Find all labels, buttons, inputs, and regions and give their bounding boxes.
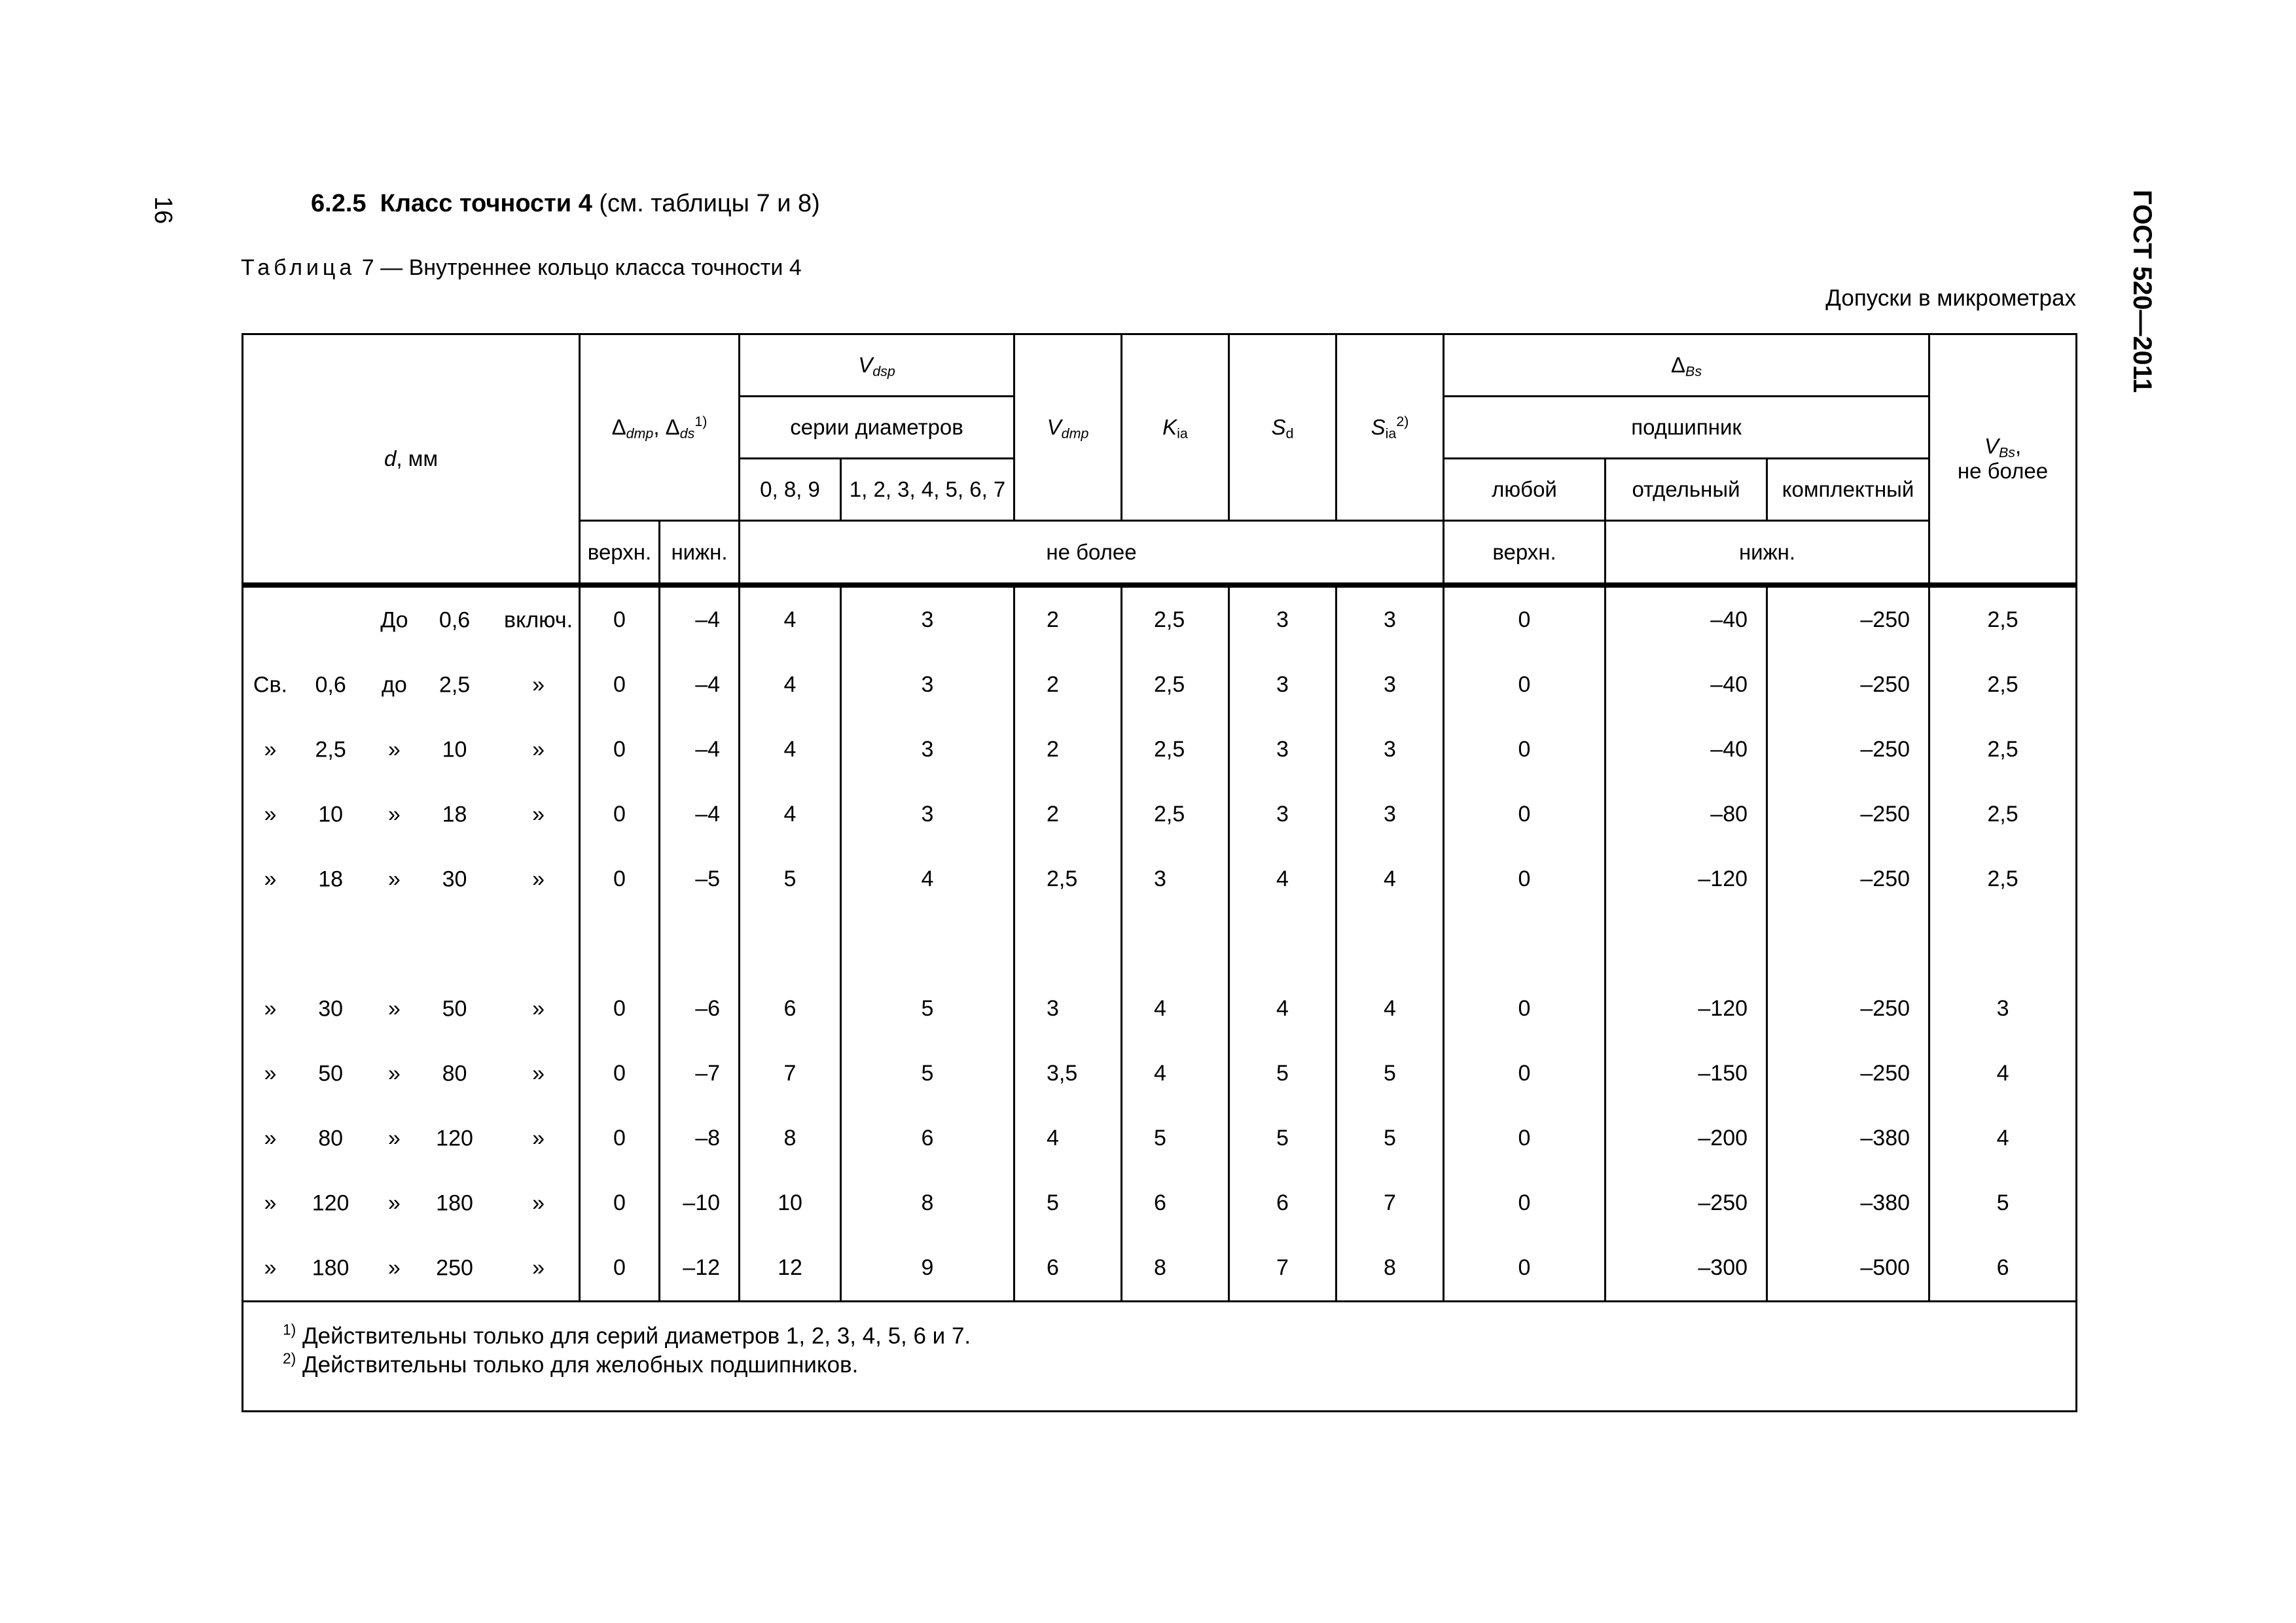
d-range: [243, 652, 580, 717]
d-suffix: »: [532, 866, 545, 891]
sd-value: 4: [1229, 976, 1336, 1041]
delta-bs-upper: 0: [1444, 976, 1605, 1041]
d-d-from: 120: [312, 1190, 350, 1215]
delta-lower: –12: [660, 1236, 740, 1302]
delta-upper: 0: [580, 782, 660, 847]
delta-lower: –4: [660, 585, 740, 652]
vbs-value: 5: [1929, 1171, 2077, 1236]
vbs-value: 6: [1929, 1236, 2077, 1302]
sia-value: 5: [1336, 1106, 1444, 1171]
vdmp-value: 2: [1014, 782, 1122, 847]
d-d-to-prefix: »: [387, 1126, 401, 1150]
delta-bs-upper: 0: [1444, 1041, 1605, 1106]
d-d-to-prefix: »: [387, 996, 401, 1021]
d-d-to: 120: [436, 1126, 473, 1150]
sd-value: 3: [1229, 717, 1336, 782]
spacer-row: [243, 912, 2077, 976]
d-d-to: 0,6: [439, 607, 471, 632]
header-separate: отдельный: [1605, 459, 1767, 521]
sia-value: 4: [1336, 847, 1444, 912]
d-range: [243, 1106, 580, 1171]
vdsp-series-a: 4: [740, 782, 841, 847]
delta-bs-complete: –250: [1767, 1041, 1929, 1106]
sd-value: 3: [1229, 782, 1336, 847]
d-d-to-prefix: »: [387, 737, 401, 762]
delta-bs-complete: –250: [1767, 847, 1929, 912]
sia-value: 7: [1336, 1171, 1444, 1236]
vdsp-series-a: 4: [740, 652, 841, 717]
delta-upper: 0: [580, 1106, 660, 1171]
kia-value: 2,5: [1122, 585, 1229, 652]
table-row: [243, 1041, 2077, 1106]
table-row: [243, 1106, 2077, 1171]
d-d-from: 180: [312, 1255, 350, 1280]
sia-value: 3: [1336, 585, 1444, 652]
document-code: ГОСТ 520—2011: [2128, 190, 2157, 393]
vdsp-series-a: 12: [740, 1236, 841, 1302]
kia-value: 3: [1122, 847, 1229, 912]
vbs-value: 4: [1929, 1106, 2077, 1171]
delta-upper: 0: [580, 585, 660, 652]
d-suffix: »: [532, 672, 545, 697]
delta-upper: 0: [580, 976, 660, 1041]
vbs-value: 2,5: [1929, 652, 2077, 717]
d-d-to: 180: [436, 1190, 473, 1215]
delta-lower: –5: [660, 847, 740, 912]
delta-bs-complete: –380: [1767, 1171, 1929, 1236]
table-caption-text: — Внутреннее кольцо класса точности 4: [380, 255, 802, 280]
delta-upper: 0: [580, 1041, 660, 1106]
sd-value: 7: [1229, 1236, 1336, 1302]
delta-bs-separate: –250: [1605, 1171, 1767, 1236]
header-upper-2: верхн.: [1444, 521, 1605, 586]
sia-value: 5: [1336, 1041, 1444, 1106]
delta-bs-separate: –120: [1605, 976, 1767, 1041]
header-sd: $S_d$: [1229, 334, 1336, 521]
delta-lower: –8: [660, 1106, 740, 1171]
d-suffix: »: [532, 802, 545, 827]
delta-upper: 0: [580, 652, 660, 717]
delta-bs-separate: –40: [1605, 585, 1767, 652]
d-d-to: 80: [442, 1061, 467, 1086]
footnotes: [243, 1302, 2077, 1412]
vdmp-value: 2: [1014, 652, 1122, 717]
vdsp-series-a: 8: [740, 1106, 841, 1171]
delta-bs-separate: –150: [1605, 1041, 1767, 1106]
d-range: [243, 1236, 580, 1302]
d-d-to-prefix: »: [387, 802, 401, 827]
sd-value: 3: [1229, 652, 1336, 717]
tolerance-note: Допуски в микрометрах: [1825, 285, 2076, 311]
d-d-to: 10: [442, 737, 467, 762]
d-d-from: 30: [318, 996, 344, 1021]
d-suffix: »: [532, 1126, 545, 1150]
d-d-to: 2,5: [439, 672, 471, 697]
sd-value: 3: [1229, 585, 1336, 652]
header-vdsp: $V_{dsp}$: [740, 334, 1014, 397]
d-d-from-prefix: »: [264, 996, 277, 1021]
d-d-from-prefix: »: [264, 1126, 277, 1150]
header-upper: верхн.: [580, 521, 660, 586]
d-d-to-prefix: »: [387, 1061, 401, 1086]
d-d-from-prefix: »: [264, 1255, 277, 1280]
vdsp-series-b: 5: [841, 976, 1014, 1041]
sia-value: 4: [1336, 976, 1444, 1041]
delta-bs-separate: –120: [1605, 847, 1767, 912]
d-d-to: 30: [442, 866, 467, 891]
header-bearing: подшипник: [1444, 397, 1929, 459]
d-range: [243, 585, 580, 652]
vdmp-value: 2: [1014, 717, 1122, 782]
header-delta-dmp: $\Delta_{dmp}$, $\Delta_{ds}^{1)}$: [580, 334, 740, 521]
table-row: [243, 585, 2077, 652]
delta-bs-upper: 0: [1444, 652, 1605, 717]
kia-value: 4: [1122, 1041, 1229, 1106]
sd-value: 5: [1229, 1106, 1336, 1171]
footnote-2: $^{2)}$ Действительны только для желобных подшипников.: [283, 1349, 859, 1378]
tolerance-table: [242, 333, 2077, 1412]
delta-upper: 0: [580, 847, 660, 912]
header-lower: нижн.: [660, 521, 740, 586]
vbs-value: 2,5: [1929, 717, 2077, 782]
sia-value: 3: [1336, 652, 1444, 717]
d-suffix: »: [532, 996, 545, 1021]
kia-value: 5: [1122, 1106, 1229, 1171]
vdsp-series-b: 3: [841, 652, 1014, 717]
d-d-from: 0,6: [315, 672, 346, 697]
kia-value: 6: [1122, 1171, 1229, 1236]
vbs-value: 2,5: [1929, 847, 2077, 912]
vdsp-series-b: 9: [841, 1236, 1014, 1302]
table-caption: [241, 255, 802, 281]
delta-bs-separate: –80: [1605, 782, 1767, 847]
delta-upper: 0: [580, 1171, 660, 1236]
d-suffix: включ.: [504, 607, 573, 632]
d-suffix: »: [532, 1190, 545, 1215]
sd-value: 5: [1229, 1041, 1336, 1106]
delta-upper: 0: [580, 717, 660, 782]
d-d-from-prefix: »: [264, 1061, 277, 1086]
d-d-from-prefix: Св.: [253, 672, 287, 697]
table-body: [243, 585, 2077, 1302]
d-range: [243, 717, 580, 782]
d-suffix: »: [532, 737, 545, 762]
delta-lower: –6: [660, 976, 740, 1041]
header-any: любой: [1444, 459, 1605, 521]
header-series-b: 1, 2, 3, 4, 5, 6, 7: [841, 459, 1014, 521]
d-d-from: 18: [318, 866, 344, 891]
section-title-bold: Класс точности 4: [380, 190, 592, 217]
kia-value: 2,5: [1122, 652, 1229, 717]
d-range: [243, 1041, 580, 1106]
d-d-to-prefix: »: [387, 1190, 401, 1215]
vdmp-value: 2: [1014, 585, 1122, 652]
d-d-to-prefix: »: [387, 866, 401, 891]
delta-lower: –10: [660, 1171, 740, 1236]
vdsp-series-b: 3: [841, 782, 1014, 847]
delta-upper: 0: [580, 1236, 660, 1302]
d-d-from-prefix: »: [264, 866, 277, 891]
d-range: [243, 847, 580, 912]
delta-bs-upper: 0: [1444, 1236, 1605, 1302]
section-number: 6.2.5: [311, 190, 367, 217]
table-row: [243, 1171, 2077, 1236]
vdsp-series-b: 3: [841, 585, 1014, 652]
delta-bs-complete: –250: [1767, 585, 1929, 652]
delta-bs-separate: –40: [1605, 717, 1767, 782]
vdsp-series-a: 7: [740, 1041, 841, 1106]
vdsp-series-b: 8: [841, 1171, 1014, 1236]
d-suffix: »: [532, 1061, 545, 1086]
vdsp-series-a: 4: [740, 585, 841, 652]
table-row: [243, 1236, 2077, 1302]
delta-bs-upper: 0: [1444, 717, 1605, 782]
table-row: [243, 717, 2077, 782]
d-d-from-prefix: »: [264, 1190, 277, 1215]
table-row: [243, 652, 2077, 717]
delta-bs-upper: 0: [1444, 1171, 1605, 1236]
header-diameter-series: серии диаметров: [740, 397, 1014, 459]
d-d-from-prefix: »: [264, 737, 277, 762]
vdsp-series-b: 5: [841, 1041, 1014, 1106]
d-range: [243, 1171, 580, 1236]
delta-bs-separate: –300: [1605, 1236, 1767, 1302]
vbs-value: 4: [1929, 1041, 2077, 1106]
table-row: [243, 976, 2077, 1041]
delta-bs-complete: –250: [1767, 976, 1929, 1041]
kia-value: 4: [1122, 976, 1229, 1041]
delta-bs-upper: 0: [1444, 847, 1605, 912]
delta-bs-separate: –200: [1605, 1106, 1767, 1171]
d-d-to: 250: [436, 1255, 473, 1280]
delta-lower: –4: [660, 652, 740, 717]
page-number: 16: [149, 196, 177, 224]
vbs-value: 2,5: [1929, 585, 2077, 652]
d-d-to: 18: [442, 802, 467, 827]
section-heading: [311, 190, 820, 218]
d-d-from-prefix: »: [264, 802, 277, 827]
sia-value: 8: [1336, 1236, 1444, 1302]
vdmp-value: 5: [1014, 1171, 1122, 1236]
vdsp-series-b: 6: [841, 1106, 1014, 1171]
vbs-value: 3: [1929, 976, 2077, 1041]
d-d-to-prefix: До: [380, 607, 408, 632]
d-range: [243, 782, 580, 847]
sia-value: 3: [1336, 782, 1444, 847]
sd-value: 4: [1229, 847, 1336, 912]
delta-bs-upper: 0: [1444, 1106, 1605, 1171]
kia-value: 2,5: [1122, 782, 1229, 847]
vdsp-series-a: 5: [740, 847, 841, 912]
header-sia: $S_{ia}^{2)}$: [1336, 334, 1444, 521]
delta-bs-complete: –500: [1767, 1236, 1929, 1302]
table-footer: [243, 1302, 2077, 1412]
d-d-to-prefix: до: [382, 672, 407, 697]
d-range: [243, 976, 580, 1041]
header-delta-bs: $\Delta_{Bs}$: [1444, 334, 1929, 397]
vdmp-value: 4: [1014, 1106, 1122, 1171]
vdsp-series-a: 4: [740, 717, 841, 782]
d-suffix: »: [532, 1255, 545, 1280]
delta-lower: –4: [660, 717, 740, 782]
delta-bs-upper: 0: [1444, 782, 1605, 847]
vdmp-value: 2,5: [1014, 847, 1122, 912]
sia-value: 3: [1336, 717, 1444, 782]
delta-bs-separate: –40: [1605, 652, 1767, 717]
header-lower-2: нижн.: [1605, 521, 1929, 586]
d-d-from: 80: [318, 1126, 344, 1150]
table-caption-label: Таблица: [241, 255, 356, 280]
d-d-to-prefix: »: [387, 1255, 401, 1280]
d-d-from: 2,5: [315, 737, 346, 762]
delta-bs-complete: –250: [1767, 782, 1929, 847]
vdsp-series-a: 10: [740, 1171, 841, 1236]
header-vdmp: $V_{dmp}$: [1014, 334, 1122, 521]
table-row: [243, 847, 2077, 912]
sd-value: 6: [1229, 1171, 1336, 1236]
header-d: d, мм: [243, 334, 580, 586]
delta-bs-complete: –380: [1767, 1106, 1929, 1171]
section-title-rest: (см. таблицы 7 и 8): [599, 190, 820, 217]
header-complete: комплектный: [1767, 459, 1929, 521]
header-not-more: не более: [740, 521, 1444, 586]
footnote-1: $^{1)}$ Действительны только для серий диаметров 1, 2, 3, 4, 5, 6 и 7.: [283, 1321, 971, 1349]
vdmp-value: 3: [1014, 976, 1122, 1041]
vdmp-value: 6: [1014, 1236, 1122, 1302]
kia-value: 2,5: [1122, 717, 1229, 782]
delta-lower: –4: [660, 782, 740, 847]
vdmp-value: 3,5: [1014, 1041, 1122, 1106]
vdsp-series-a: 6: [740, 976, 841, 1041]
kia-value: 8: [1122, 1236, 1229, 1302]
vdsp-series-b: 3: [841, 717, 1014, 782]
delta-bs-complete: –250: [1767, 652, 1929, 717]
vbs-value: 2,5: [1929, 782, 2077, 847]
delta-lower: –7: [660, 1041, 740, 1106]
table-row: [243, 782, 2077, 847]
header-kia: $K_{ia}$: [1122, 334, 1229, 521]
header-vbs: $V_{Bs}$, не более: [1929, 334, 2077, 586]
d-d-to: 50: [442, 996, 467, 1021]
d-d-from: 10: [318, 802, 344, 827]
header-series-a: 0, 8, 9: [740, 459, 841, 521]
table-caption-number: 7: [361, 255, 374, 280]
table-header: [243, 334, 2077, 586]
delta-bs-upper: 0: [1444, 585, 1605, 652]
d-d-from: 50: [318, 1061, 344, 1086]
delta-bs-complete: –250: [1767, 717, 1929, 782]
vdsp-series-b: 4: [841, 847, 1014, 912]
